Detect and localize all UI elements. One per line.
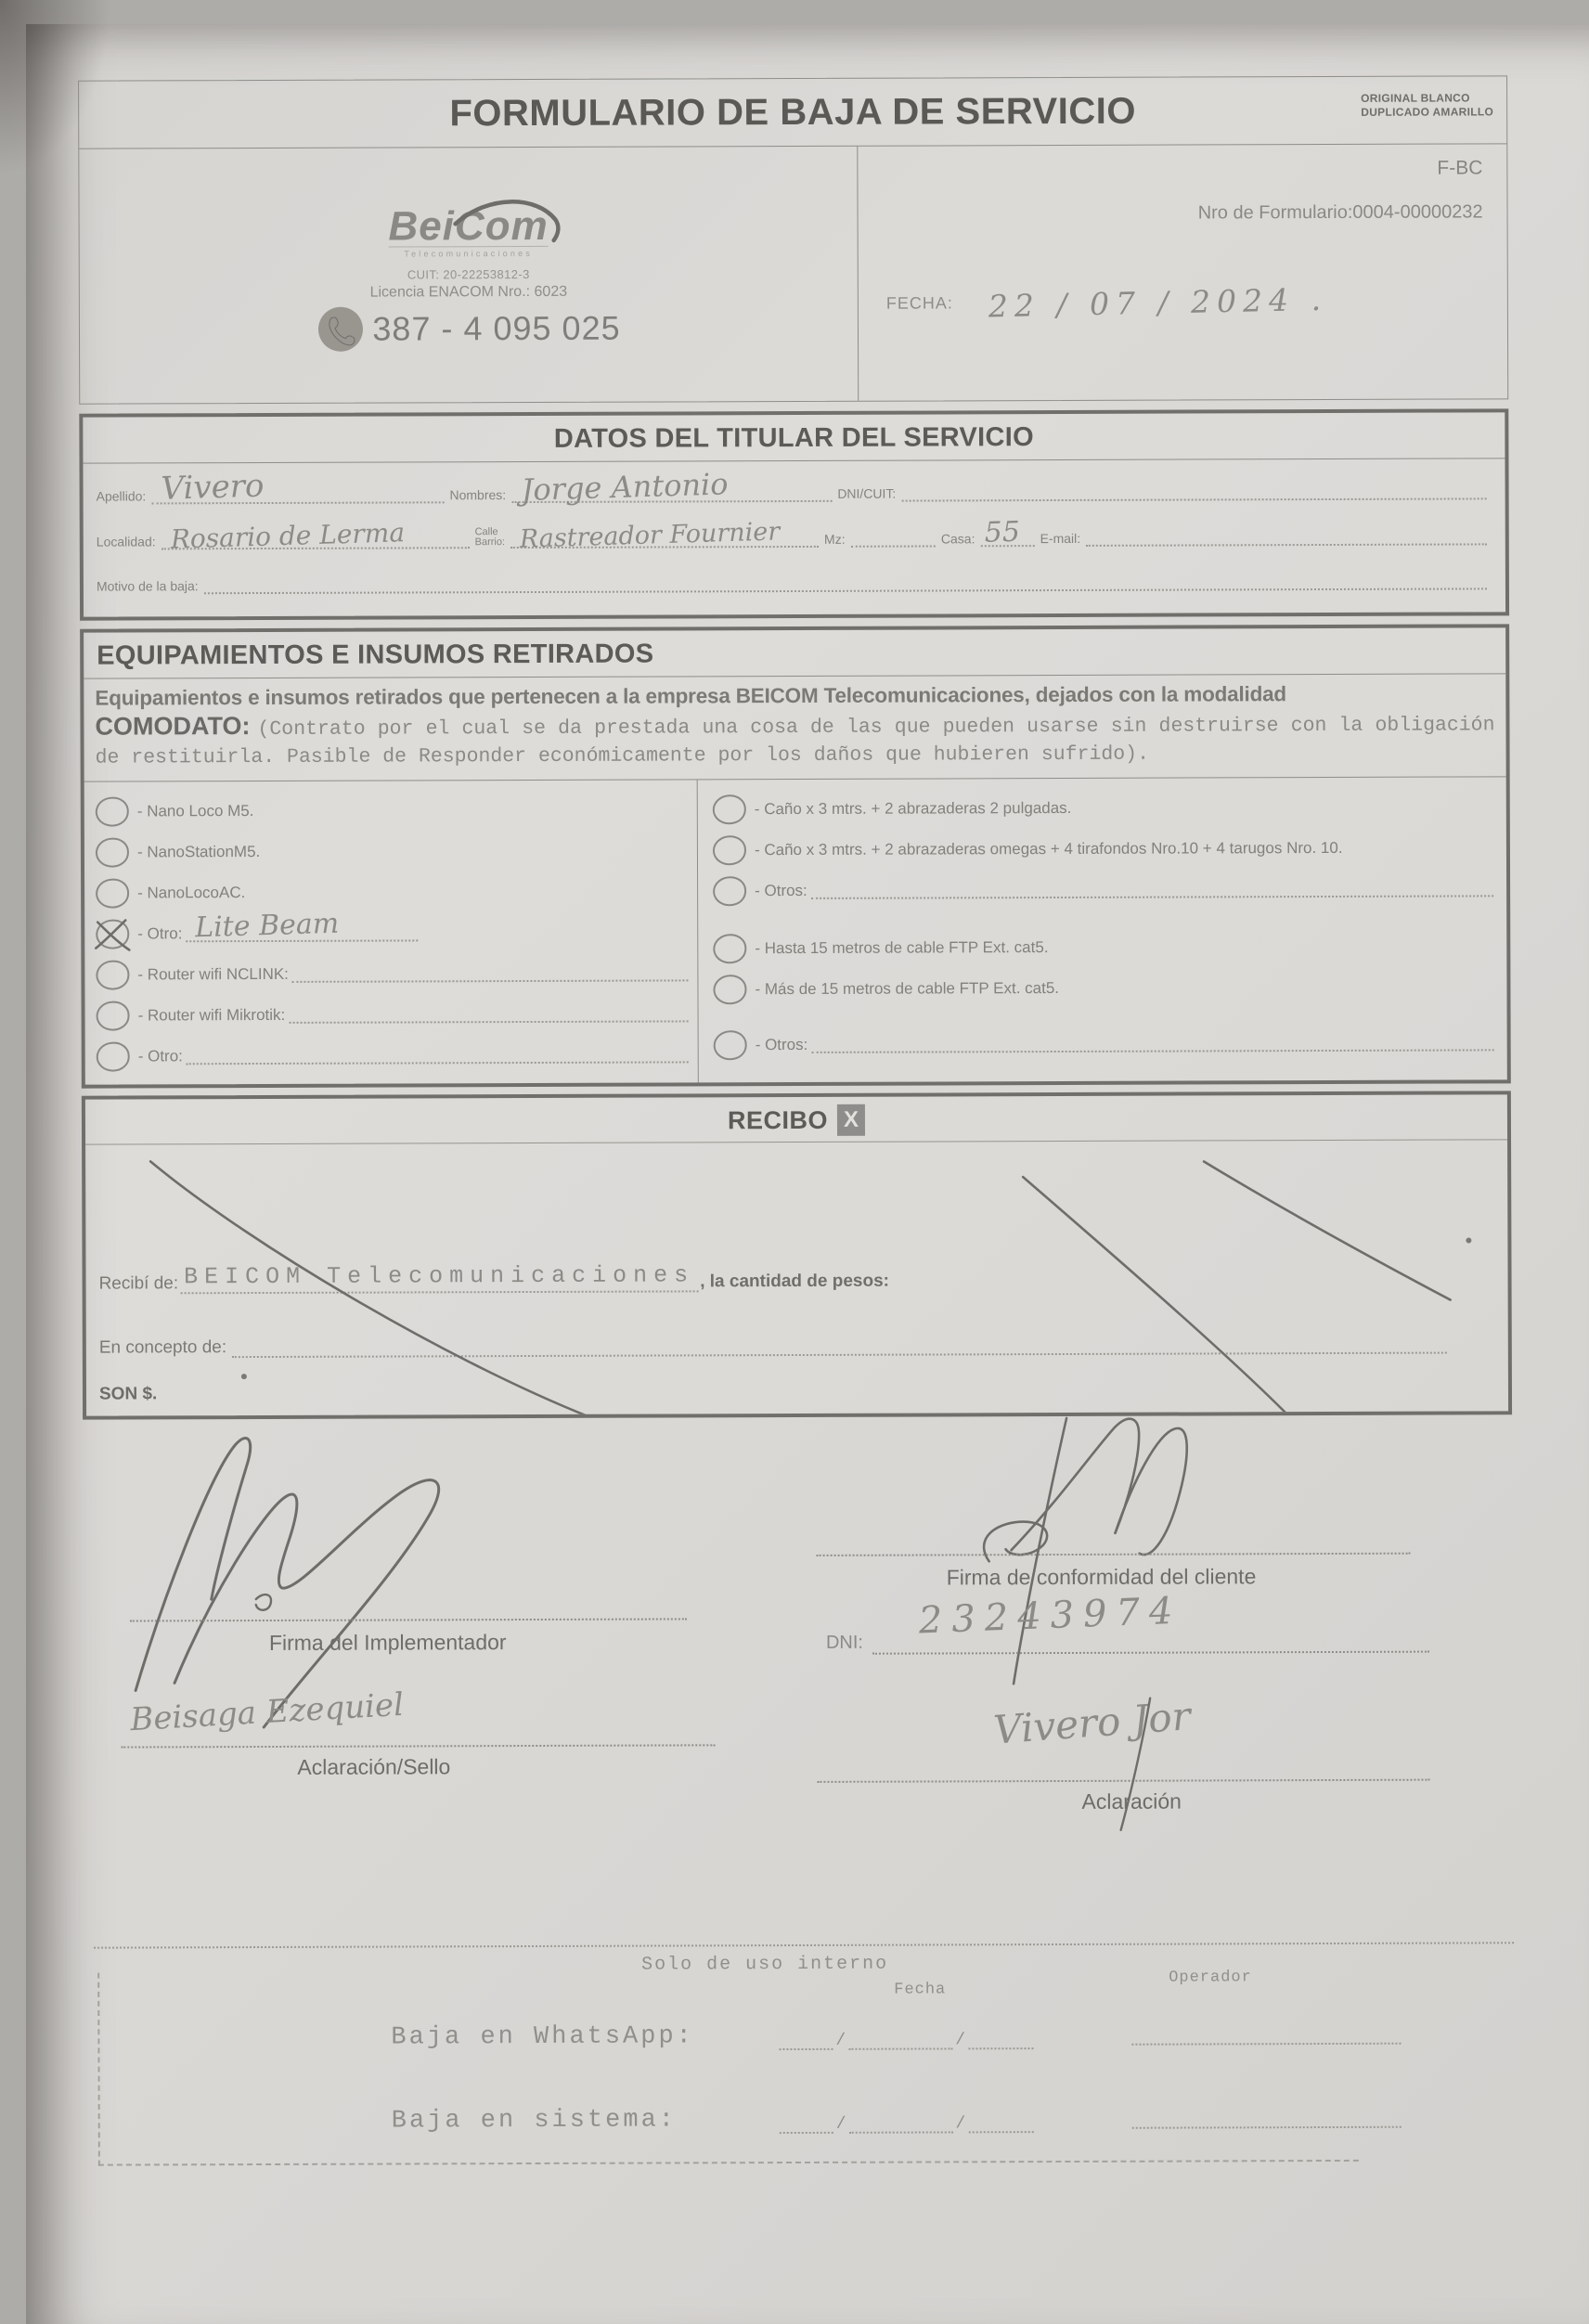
checkbox-circle (713, 975, 746, 1004)
equipment-item-label: - Otro: (137, 924, 183, 943)
equipment-item (96, 952, 688, 995)
concepto-field (232, 1334, 1447, 1359)
checkbox-circle (96, 797, 129, 827)
baja-sistema-operador-field (1132, 2113, 1402, 2129)
equipment-item-label: - Más de 15 metros de cable FTP Ext. cat5. (755, 979, 1060, 999)
checkbox-circle (713, 794, 746, 824)
cliente-aclaracion-handwritten: Vivero Jor (991, 1693, 1193, 1753)
copy-note (1361, 91, 1493, 119)
implementador-aclaracion-caption: Aclaración/Sello (297, 1754, 451, 1779)
form-number-value: 0004-00000232 (1352, 201, 1483, 223)
datos-titular-section (79, 408, 1509, 620)
copy-note-line1: ORIGINAL BLANCO (1361, 91, 1470, 105)
nombres-label: Nombres: (449, 487, 507, 503)
equipamientos-title: EQUIPAMIENTOS E INSUMOS RETIRADOS (84, 627, 1505, 678)
equipment-item (713, 925, 1493, 969)
x-check-icon (92, 914, 133, 953)
field-row-3 (97, 569, 1492, 594)
date-segment (968, 2118, 1033, 2133)
date-segment (779, 2035, 833, 2050)
motivo-field (204, 569, 1487, 594)
internal-dashed-box (97, 1969, 1359, 2166)
datos-titular-title: DATOS DEL TITULAR DEL SERVICIO (83, 412, 1505, 463)
phone-row (317, 303, 620, 353)
cliente-caption: Firma de conformidad del cliente (946, 1564, 1257, 1590)
baja-form (78, 75, 1515, 2188)
baja-whatsapp-operador-field (1131, 2030, 1401, 2046)
recibo-title: RECIBO (727, 1105, 829, 1134)
dni-handwritten: 23243974 (918, 1589, 1183, 1643)
datos-titular-fields (83, 458, 1505, 616)
calle-barrio-field (510, 517, 819, 554)
recibo-body (85, 1140, 1508, 1415)
date-row (885, 280, 1328, 325)
email-field (1086, 524, 1487, 547)
nombres-handwritten: Jorge Antonio (520, 466, 729, 508)
implementador-caption: Firma del Implementador (268, 1630, 507, 1655)
equipment-item (96, 993, 688, 1036)
localidad-label: Localidad: (96, 534, 156, 549)
barrio-label: Barrio: (474, 536, 506, 549)
apellido-field (151, 467, 444, 508)
implementador-aclaracion-handwritten: Beisaga Ezequiel (129, 1685, 406, 1739)
casa-handwritten: 55 (983, 515, 1021, 549)
equipment-item-label: - NanoLocoAC. (137, 884, 246, 902)
date-slash: / (835, 2114, 846, 2134)
calle-barrio-handwritten: Rastreador Fournier (519, 517, 781, 554)
implementador-signature (116, 1420, 488, 1737)
recibi-company: BEICOM Telecomunicaciones (180, 1261, 698, 1294)
cliente-signature (955, 1412, 1253, 1691)
equipment-item-label: - Otro: (137, 1047, 183, 1065)
phone-number: 387 - 4 095 025 (372, 308, 621, 348)
otro-field (186, 907, 418, 945)
comodato-text: (Contrato por el cual se da prestada una cosa de las que pueden usarse sin destruirse con la obligación de restituirla. Pasible de Responder económicamente por los daños que hubieren sufrido). (95, 714, 1495, 769)
otros1-field (811, 880, 1493, 899)
equipamientos-section (80, 624, 1511, 1088)
date-handwritten-value: 22 / 07 / 2024 . (988, 280, 1328, 325)
beicom-tagline: Telecomunicaciones (389, 245, 549, 258)
whatsapp-phone-icon (317, 304, 365, 353)
cliente-aclaracion-caption: Aclaración (1081, 1788, 1182, 1814)
implementador-aclaracion-line (121, 1744, 715, 1748)
equipment-item-label: - Hasta 15 metros de cable FTP Ext. cat5. (755, 938, 1049, 958)
otro2-field (187, 1046, 689, 1065)
cliente-aclaracion-line (817, 1779, 1429, 1783)
apellido-handwritten: Vivero (160, 467, 265, 508)
equipment-column-right (698, 777, 1507, 1082)
casa-field (980, 515, 1034, 549)
recibo-section (82, 1091, 1512, 1419)
checkbox-circle (714, 1030, 747, 1060)
otros2-field (811, 1034, 1493, 1053)
checkbox-circle (97, 1042, 130, 1072)
form-header-box (78, 75, 1508, 404)
checkbox-circle (96, 838, 129, 868)
checkbox-circle (713, 876, 746, 906)
checkbox-circle-checked (96, 920, 129, 949)
recibi-label: Recibí de: (98, 1273, 179, 1294)
localidad-handwritten: Rosario de Lerma (170, 517, 406, 555)
baja-sistema-label: Baja en sistema: (391, 2106, 678, 2136)
date-label: FECHA: (885, 293, 953, 313)
mz-field (851, 526, 936, 547)
beicom-logo-text: BeiCom (388, 202, 549, 250)
recibi-suffix: , la cantidad de pesos: (700, 1271, 889, 1292)
equipment-item-label: - NanoStationM5. (136, 843, 261, 861)
equipment-item-label: - Caño x 3 mtrs. + 2 abrazaderas omegas + 4 tirafondos Nro.10 + 4 tarugos Nro. 10. (754, 838, 1343, 859)
mz-label: Mz: (824, 531, 846, 547)
son-label: SON $. (98, 1384, 158, 1404)
calle-barrio-label (475, 527, 505, 549)
comodato-paragraph (84, 705, 1505, 781)
equipment-item-label: - Caño x 3 mtrs. + 2 abrazaderas 2 pulgadas. (754, 798, 1072, 819)
nclink-field (292, 964, 689, 982)
field-row-1 (96, 466, 1492, 508)
dni-cuit-field (901, 479, 1486, 501)
form-number-label: Nro de Formulario: (1197, 201, 1353, 224)
casa-label: Casa: (940, 531, 975, 547)
equipment-item-label: - Otros: (755, 1035, 808, 1054)
equipment-item-checked (96, 907, 688, 954)
dni-label: DNI: (825, 1632, 863, 1653)
equipment-item-label: - Router wifi Mikrotik: (137, 1005, 286, 1025)
date-slash: / (955, 2031, 966, 2050)
date-slash: / (835, 2031, 846, 2050)
concepto-label: En concepto de: (98, 1337, 227, 1358)
checkbox-circle (96, 961, 129, 990)
mikrotik-field (289, 1005, 688, 1024)
equipment-item (96, 830, 688, 872)
nombres-field (511, 466, 832, 508)
copy-note-line2: DUPLICADO AMARILLO (1361, 105, 1494, 119)
beicom-logo (388, 202, 548, 258)
equipment-item-label: - Nano Loco M5. (136, 802, 254, 820)
baja-whatsapp-date-field (779, 2031, 1033, 2050)
equipment-item (713, 827, 1493, 871)
form-title: FORMULARIO DE BAJA DE SERVICIO (449, 90, 1136, 134)
brand-cuit: CUIT: 20-22253812-3 (407, 266, 530, 281)
form-number-line (1198, 201, 1483, 224)
equipment-item (97, 1034, 689, 1077)
equipment-item (96, 789, 688, 832)
equipment-item (713, 966, 1493, 1010)
baja-whatsapp-label: Baja en WhatsApp: (391, 2022, 694, 2052)
email-label: E-mail: (1040, 530, 1081, 547)
checkbox-circle (713, 835, 746, 865)
otro-handwritten: Lite Beam (194, 907, 340, 945)
equipment-column-left (84, 780, 699, 1084)
equipment-item (714, 1022, 1494, 1065)
comodato-label: COMODATO: (95, 712, 251, 741)
field-row-2 (96, 515, 1492, 555)
equipment-item-label: - Otros: (755, 881, 807, 900)
recibo-header (85, 1094, 1507, 1144)
recibi-line (98, 1261, 889, 1295)
recibo-x-box: X (837, 1104, 865, 1136)
date-slash: / (955, 2114, 966, 2134)
baja-sistema-date-field (780, 2114, 1034, 2134)
date-segment (848, 2034, 952, 2049)
internal-fecha-header: Fecha (894, 1981, 947, 1999)
form-meta-block (858, 144, 1507, 400)
logo-swoosh-icon (452, 191, 563, 256)
equipment-item (96, 871, 688, 913)
dni-cuit-label: DNI/CUIT: (837, 485, 897, 501)
header-columns (79, 143, 1507, 403)
internal-top-rule (94, 1942, 1514, 1948)
date-segment (849, 2118, 953, 2133)
date-segment (780, 2119, 833, 2134)
equipment-item-label: - Router wifi NCLINK: (137, 964, 289, 984)
internal-use-section (84, 1934, 1515, 2188)
motivo-label: Motivo de la baja: (96, 578, 199, 594)
checkbox-circle (96, 879, 129, 909)
form-code: F-BC (1437, 157, 1483, 179)
signatures-area (83, 1414, 1514, 1939)
localidad-field (161, 517, 470, 555)
form-title-row (79, 76, 1506, 148)
brand-block (79, 147, 859, 404)
equipamientos-intro: Equipamientos e insumos retirados que pertenecen a la empresa BEICOM Telecomunicaciones, dejados con la modalidad (95, 682, 1287, 710)
concepto-line (99, 1334, 1453, 1359)
internal-title: Solo de uso interno (641, 1953, 889, 1976)
equipment-item (713, 786, 1493, 830)
brand-licencia: Licencia ENACOM Nro.: 6023 (369, 283, 568, 301)
equipment-item (713, 868, 1493, 911)
date-segment (968, 2034, 1033, 2049)
internal-operador-header: Operador (1169, 1969, 1252, 1987)
apellido-label: Apellido: (96, 488, 147, 504)
checkbox-circle (97, 1001, 130, 1031)
equipment-table (84, 776, 1507, 1084)
checkbox-circle (713, 934, 746, 963)
calle-label: Calle (474, 526, 498, 538)
